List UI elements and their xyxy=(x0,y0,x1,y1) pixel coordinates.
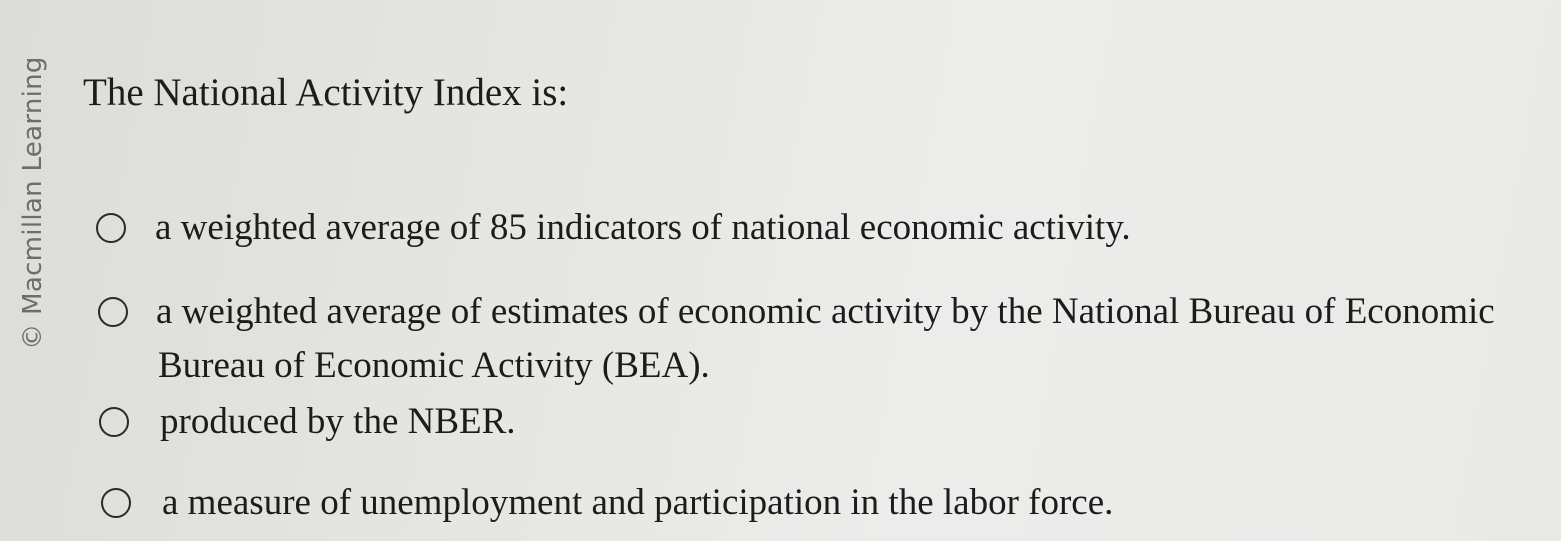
radio-button-icon[interactable] xyxy=(99,407,129,437)
question-prompt: The National Activity Index is: xyxy=(83,71,569,114)
answer-option-text xyxy=(156,285,1495,393)
watermark-text: © Macmillan Learning xyxy=(18,56,48,350)
radio-button-icon[interactable] xyxy=(101,488,131,518)
answer-option-text: produced by the NBER. xyxy=(160,401,516,442)
answer-option-text-line-1: a weighted average of estimates of economic activity by the National Bureau of Economic xyxy=(156,291,1495,332)
answer-option-text: a measure of unemployment and participation in the labor force. xyxy=(162,482,1114,523)
answer-option-text-line-2: Bureau of Economic Activity (BEA). xyxy=(158,345,710,386)
radio-button-icon[interactable] xyxy=(96,213,126,243)
answer-option-text: a weighted average of 85 indicators of national economic activity. xyxy=(155,207,1131,248)
radio-button-icon[interactable] xyxy=(98,297,128,327)
